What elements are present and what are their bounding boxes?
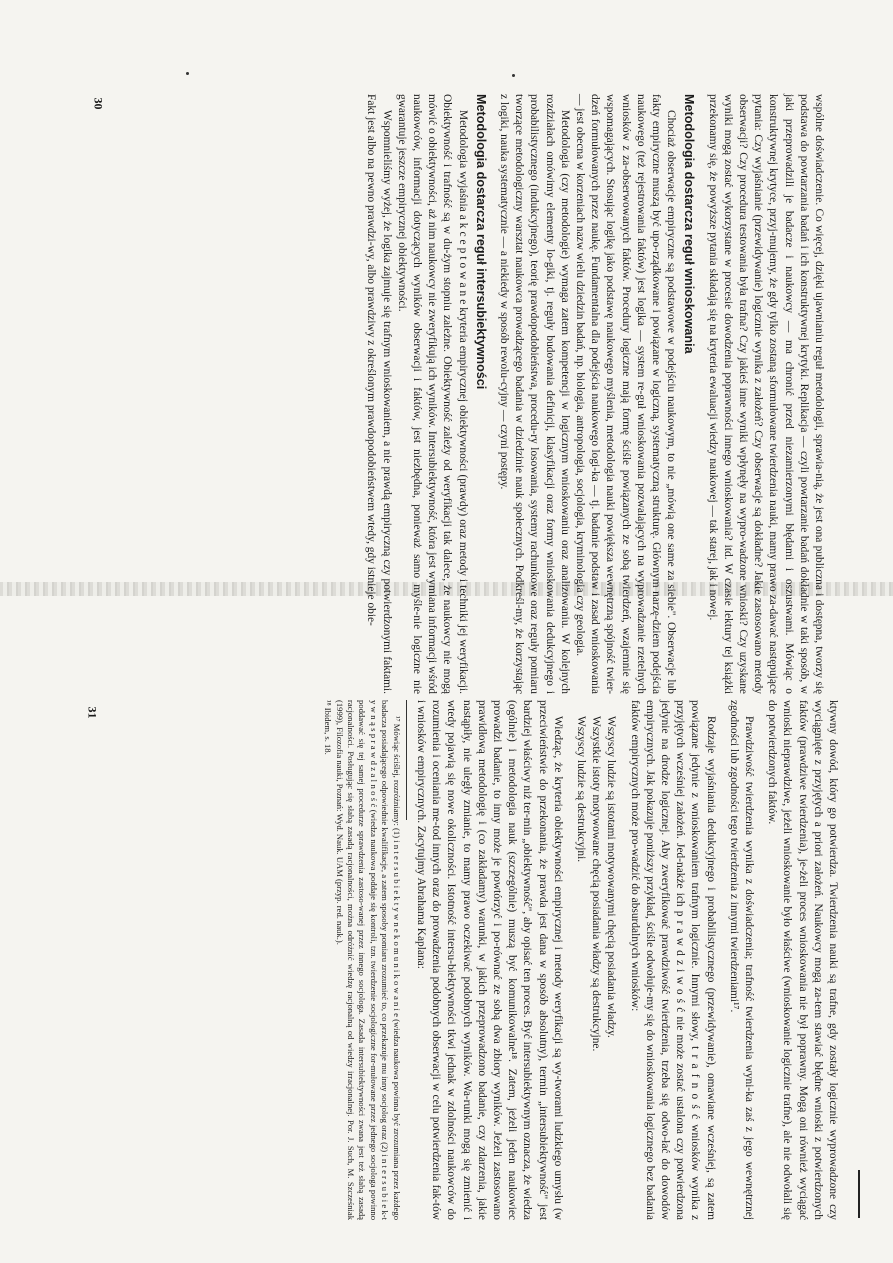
footnote-18: ¹⁸ Ibidem, s. 18. [323, 700, 334, 755]
syllogism-line-3: Wszyscy ludzie są destrukcyjni. [574, 716, 587, 863]
intro-paragraph: wspólne doświadczenie. Co więcej, dzięki ujawnianiu reguł metodologii, sprawia-nią, że jest ona publiczna i dostępna, tworzy się podstawa do powtarzania badań i ich konstruktywnej krytyki. Replikacja — czyli powtarzanie badań dokładnie w taki sposób, w jaki przeprowadzili je badacze i naukowcy — ma chronić przed niezamierzonymi błędami i oszustwami. Mówiąc o konstruktywnej krytyce, przyj-mujemy, że gdy tylko zostaną sformułowane twierdzenia nauki, mamy prawo za-dawać następujące pytania: Czy wyjaśnianie (przewidywanie) logicznie wynika z założeń? Czy obserwacje są dokładne? Jakie zastosowano metody obserwacji? Czy procedura testowania była trafna? Czy jakieś inne wyniki wpłynęły na wypro-wadzone wnioski? Czy uzyskane wyniki mogą zostać wykorzystane w procesie dowodzenia poprawności innego wnioskowania? itd. W czasie lektury tej książki przekonamy się, że powyższe pytania składają się na kryteria ewaluacji wiedzy naukowej — tak starej, jak i nowej. [706, 94, 825, 694]
left-page [363, 94, 826, 694]
scan-speck [512, 74, 515, 77]
right-paragraph-4: Wiedząc, że kryteria obiektywności empirycznej i metody weryfikacji są wy-tworami ludzkiego umysłu (w przeciwieństwie do przekonania, że prawda jest dana w sposób absolutny), termin „intersubiektywność" jest bardziej właściwy niż ter-min „obiektywność", aby opisać ten proces. Być intersubiektywnym oznacza, że wiedza (ogólnie) i metodologia nauk (szczególnie) muszą być komunikowalne¹⁸. Zatem, jeżeli jeden naukowiec prowadzi badanie, to inny może je powtórzyć i po-równać ze sobą dwa zbiory wyników. Jeżeli zastosowano prawidłową metodologię i (co zakładamy) warunki, w jakich przeprowadzono badanie, czy zdarzenia, jakie nastąpiły, nie uległy zmianie, to mamy prawo oczekiwać podobnych wyników. Wa-runki mogą się zmienić i wtedy pojawią się nowe okoliczności. Istotność intersu-biektywności tkwi jednak w zdolności naukowców do rozumienia i oceniania me-tod innych oraz do prowadzenia podobnych obserwacji w celu potwierdzenia fak-tów i wniosków empirycznych. Zacytujmy Abrahama Kaplana: [414, 700, 564, 1220]
right-page [322, 700, 840, 1220]
page-number-left: 30 [91, 97, 106, 110]
right-paragraph-2: Prawdziwość twierdzenia wynika z doświadczenia; trafność twierdzenia wyni-ka zaś z jego wewnętrznej zgodności lub zgodności tego twierdzenia z innymi twierdzeniami¹⁷. [727, 700, 755, 1220]
section2-heading: Metodologia dostarcza reguł intersubiektywności [473, 94, 488, 390]
right-paragraph-1: ktywny dowód, który go potwierdza. Twierdzenia nauki są trafne, gdy zostały logicznie wyprowadzone czy wyciągnięte z przyjętych a priori założeń. Naukowcy mogą za-tem stawiać błędne wnioski z potwierdzonych faktów (prawdziwe twierdzenia), je-żeli proces wnioskowania nie był poprawny. Mogą oni również wyciągać wnioski nieprawdziwe, jeżeli wnioskowanie było właściwe (wnioskowanie logicznie trafne), ale nie odwołali się do potwierdzonych faktów. [766, 700, 839, 1220]
syllogism-line-1: Wszyscy ludzie są istotami motywowanymi chęcią posiadania władzy. [605, 716, 618, 1038]
right-paragraph-3: Rodzaje wyjaśniania dedukcyjnego i probabilistycznego (przewidywanie), omawiane wcześniej, są zatem powiązane jedynie z wnioskowaniem trafnym logicznie. Innymi słowy, t r a f n o ś ć wniosków wynika z przyjętych wcześniej założeń. Jed-nakże ich p r a w d z i w o ś ć nie może zostać ustalona czy potwierdzona jedynie na drodze logicznej. Aby zweryfikować prawdziwość twierdzenia, trzeba się odwo-łać do dowodów empirycznych. Jak pokazuje poniższy przykład, ściśle odwołuje-my się do wnioskowania logicznego bez badania faktów empirycznych może pro-wadzić do absurdalnych wniosków: [628, 700, 717, 1220]
section2-paragraph-1: Metodologia wyjaśnia a k c e p t o w a n e kryteria empirycznej obiektywności (prawdy) oraz metody i techniki jej weryfikacji. Obiektywność i trafność są w du-żym stopniu zależne. Obiektywność zależy od weryfikacji tak dalece, że naukowcy nie mogą mówić o obiektywności, aż nim naukowcy nie zweryfikują ich wyników. Intersubiektywność, która jest wymiana informacji wśród naukowców, informacji dotyczących wyników obserwacji i faktów, jest niezbędna, ponieważ samo myśle-nie logiczne nie gwarantuje jeszcze empirycznej obiektywności. [395, 94, 469, 694]
section1-heading: Metodologia dostarcza reguł wnioskowania [682, 94, 697, 354]
section1-paragraph-1: Chociaż obserwacje empiryczne są podstawowe w podejściu naukowym, to nie „mówią one same za siebie". Obserwacje lub fakty empiryczne muszą być upo-rządkowane i powiązane w logiczną, systematyczną strukturę. Głównym narzę-dziem podejścia naukowego (też rejestrowania faktów) jest logika — system re-guł wnioskowania pozwalających na wyprowadzanie rzetelnych wniosków z za-obserwowanych faktów. Procedury logiczne mają formę ściśle powiązanych ze sobą twierdzeń, wzajemnie się wspomagających. Stosując logikę jako podstawę naukowego myślenia, metodologia nauki powiększa wewnętrzną spójność twier-dzeń formułowanych przez naukę. Fundamentalna dla podejścia naukowego logi-ka — tj. badanie podstaw i zasad wnioskowania — jest obecna w korzeniach nazw wielu dziedzin badań, np. biologia, antropologia, socjologia, kryminologia czy geologia. [573, 94, 678, 694]
section2-paragraph-2: Wspomnieliśmy wyżej, że logika zajmuje się trafnym wnioskowaniem, a nie prawdą empiryczną czy potwierdzonymi faktami. Fakt jest albo na pewno prawdzi-wy, albo prawdziwy z określonym prawdopodobieństwem wtedy, gdy istnieje obie- [365, 94, 393, 694]
scan-speck [186, 72, 189, 75]
edge-mark [858, 1170, 860, 1218]
footnote-17: ¹⁷ Mówiąc ściślej, rozróżniamy: (1) i n t e r s u b i e k t y w n e k o m u n i k o w a n i e (wiedza naukowa powinna być zrozumiana przez każdego badacza posiadającego odpowiednie kwalifikacje, a zatem sposoby pomiaru zrozumieć to, co przekazuje mu inny socjolog oraz (2) i n t e r s u b i e k-t y w n ą s p r a w d z a l n o ś ć (wiedza naukowa poddaje się kontroli, tzn. twierdzenie socjologiczne for-mułowane przez jednego socjologa powinno poddawać się tej samej procedurze sprawdzenia zastoso-wanej przez innego socjologa. Zasada intersubiektywności zwana jest też słabą zasadą racjonalności. Posługując się słabą zasadą racjonalności, można odróżnić wiedzę racjonalną od wiedzy irracjonalnej. Por. J. Such, M. Szcześniak (1999), Filozofia nauki, Poznań: Wyd. Nauk. UAM (przyp. red. nauk.). [334, 700, 402, 1220]
footnote-rule [406, 700, 407, 820]
page-number-right: 31 [85, 706, 100, 719]
syllogism-line-2: Wszystkie istoty motywowane chęcią posiadania władzy są destrukcyjne. [590, 716, 603, 1052]
section1-paragraph-2: Metodologia (czy metodologie) wymaga zatem kompetencji w logicznym wnioskowaniu oraz analizowaniu. W kolejnych rozdziałach omówimy elementy lo-giki, tj. reguły budowania definicji, klasyfikacji oraz formy wnioskowania dedukcyjnego i probabilistycznego (indukcyjnego), teorię prawdopodobieństwa, procedu-ry losowania, systemy rachunkowe oraz reguły pomiaru tworzące metodologiczny warsztat naukowca prowadzącego badania w dziedzinie nauk społecznych. Podkreśl-my, że korzystając z logiki, nauka systematycznie — a niekiedy w sposób rewolu-cyjny — czyni postępy. [497, 94, 571, 694]
